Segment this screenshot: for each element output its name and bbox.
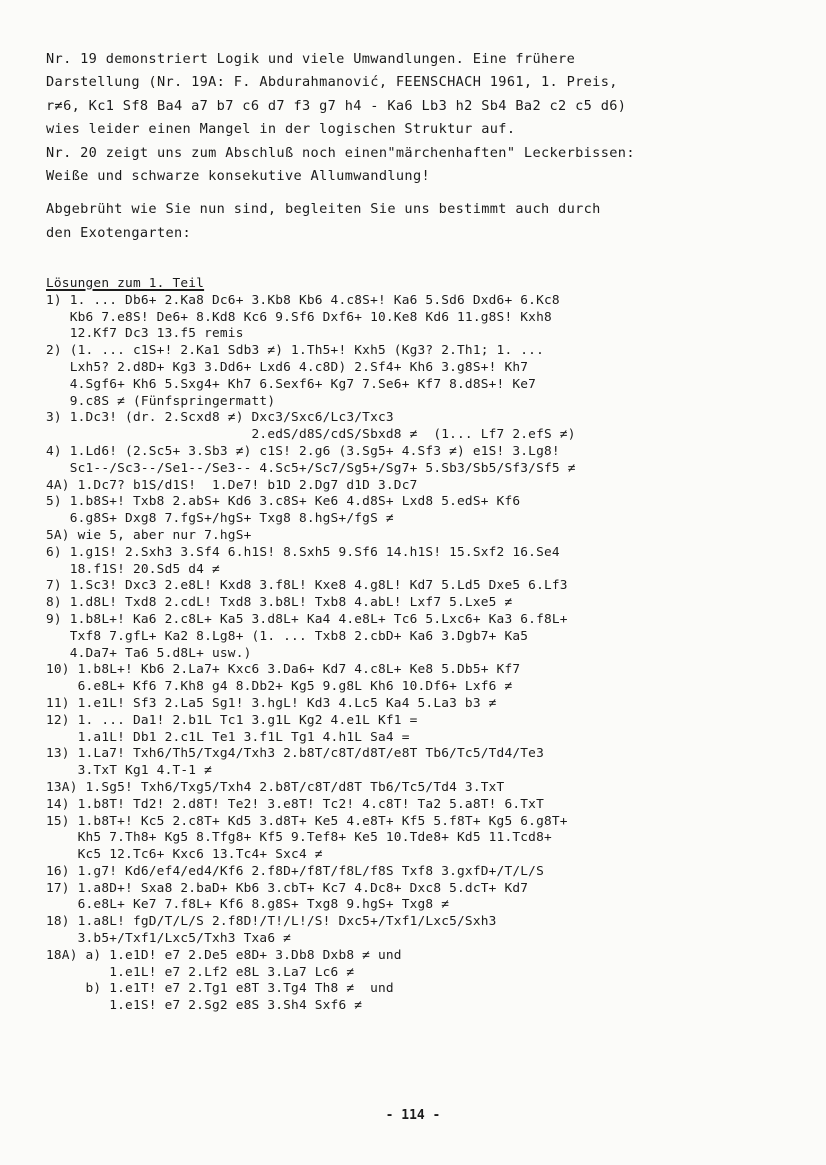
solutions-section [46,276,816,1015]
solution-line: 5A) wie 5, aber nur 7.hgS+ [46,527,252,543]
intro-line: Nr. 20 zeigt uns zum Abschluß noch einen"märchenhaften" Leckerbissen: [46,144,635,161]
intro-line: wies leider einen Mangel in der logischen Struktur auf. [46,121,516,138]
solution-line: 9) 1.b8L+! Ka6 2.c8L+ Ka5 3.d8L+ Ka4 4.e8L+ Tc6 5.Lxc6+ Ka3 6.f8L+ [46,611,568,627]
solution-line: 4.Da7+ Ta6 5.d8L+ usw.) [46,645,252,661]
solution-line: 13A) 1.Sg5! Txh6/Txg5/Txh4 2.b8T/c8T/d8T Tb6/Tc5/Td4 3.TxT [46,779,505,795]
intro-line: Abgebrüht wie Sie nun sind, begleiten Sie uns bestimmt auch durch [46,201,601,218]
solution-line: 6.e8L+ Ke7 7.f8L+ Kf6 8.g8S+ Txg8 9.hgS+ Txg8 ≠ [46,897,450,913]
solution-line: 1) 1. ... Db6+ 2.Ka8 Dc6+ 3.Kb8 Kb6 4.c8S+! Ka6 5.Sd6 Dxd6+ 6.Kc8 [46,292,560,308]
solution-line: 2.edS/d8S/cdS/Sbxd8 ≠ (1... Lf7 2.efS ≠) [46,427,576,443]
solution-line: 7) 1.Sc3! Dxc3 2.e8L! Kxd8 3.f8L! Kxe8 4.g8L! Kd7 5.Ld5 Dxe5 6.Lf3 [46,578,568,594]
solution-line: 17) 1.a8D+! Sxa8 2.baD+ Kb6 3.cbT+ Kc7 4.Dc8+ Dxc8 5.dcT+ Kd7 [46,880,529,896]
intro-line: Weiße und schwarze konsekutive Allumwandlung! [46,168,431,185]
solution-line: 18.f1S! 20.Sd5 d4 ≠ [46,561,220,577]
solution-line: Lxh5? 2.d8D+ Kg3 3.Dd6+ Lxd6 4.c8D) 2.Sf4+ Kh6 3.g8S+! Kh7 [46,359,529,375]
solution-line: Kc5 12.Tc6+ Kxc6 13.Tc4+ Sxc4 ≠ [46,847,323,863]
solution-line: 18) 1.a8L! fgD/T/L/S 2.f8D!/T!/L!/S! Dxc5+/Txf1/Lxc5/Sxh3 [46,914,497,930]
solution-line: 9.c8S ≠ (Fünfspringermatt) [46,393,276,409]
solution-line: Kh5 7.Th8+ Kg5 8.Tfg8+ Kf5 9.Tef8+ Ke5 10.Tde8+ Kd5 11.Tcd8+ [46,830,552,846]
solutions-heading: Lösungen zum 1. Teil [46,276,205,291]
solution-line: 2) (1. ... c1S+! 2.Ka1 Sdb3 ≠) 1.Th5+! Kxh5 (Kg3? 2.Th1; 1. ... [46,343,544,359]
solution-line: 1.e1S! e7 2.Sg2 e8S 3.Sh4 Sxf6 ≠ [46,998,363,1014]
paragraph-gap [46,188,806,198]
solution-line: 13) 1.La7! Txh6/Th5/Txg4/Txh3 2.b8T/c8T/d8T/e8T Tb6/Tc5/Td4/Te3 [46,746,544,762]
intro-line: den Exotengarten: [46,224,192,241]
solution-line: 16) 1.g7! Kd6/ef4/ed4/Kf6 2.f8D+/f8T/f8L/f8S Txf8 3.gxfD+/T/L/S [46,863,544,879]
intro-section [46,48,806,245]
solution-line: 6.g8S+ Dxg8 7.fgS+/hgS+ Txg8 8.hgS+/fgS ≠ [46,511,394,527]
solution-line: 3) 1.Dc3! (dr. 2.Scxd8 ≠) Dxc3/Sxc6/Lc3/Txc3 [46,410,394,426]
intro-line: Darstellung (Nr. 19A: F. Abdurahmanović, FEENSCHACH 1961, 1. Preis, [46,74,618,91]
solution-line: 6.e8L+ Kf6 7.Kh8 g4 8.Db2+ Kg5 9.g8L Kh6 10.Df6+ Lxf6 ≠ [46,679,513,695]
solution-line: 6) 1.g1S! 2.Sxh3 3.Sf4 6.h1S! 8.Sxh5 9.Sf6 14.h1S! 15.Sxf2 16.Se4 [46,544,560,560]
solution-line: 12) 1. ... Da1! 2.b1L Tc1 3.g1L Kg2 4.e1L Kf1 = [46,712,418,728]
solution-line: 4.Sgf6+ Kh6 5.Sxg4+ Kh7 6.Sexf6+ Kg7 7.Se6+ Kf7 8.d8S+! Ke7 [46,376,537,392]
solution-line: 14) 1.b8T! Td2! 2.d8T! Te2! 3.e8T! Tc2! 4.c8T! Ta2 5.a8T! 6.TxT [46,796,544,812]
solution-line: 18A) a) 1.e1D! e7 2.De5 e8D+ 3.Db8 Dxb8 ≠ und [46,947,402,963]
solution-line: 1.a1L! Db1 2.c1L Te1 3.f1L Tg1 4.h1L Sa4 = [46,729,410,745]
solution-line: 4) 1.Ld6! (2.Sc5+ 3.Sb3 ≠) c1S! 2.g6 (3.Sg5+ 4.Sf3 ≠) e1S! 3.Lg8! [46,443,560,459]
page-number: - 114 - [385,1108,441,1123]
solution-line: b) 1.e1T! e7 2.Tg1 e8T 3.Tg4 Th8 ≠ und [46,981,394,997]
solution-line: 12.Kf7 Dc3 13.f5 remis [46,326,244,342]
solution-line: 1.e1L! e7 2.Lf2 e8L 3.La7 Lc6 ≠ [46,964,355,980]
solution-line: 15) 1.b8T+! Kc5 2.c8T+ Kd5 3.d8T+ Ke5 4.e8T+ Kf5 5.f8T+ Kg5 6.g8T+ [46,813,568,829]
solution-line: 3.b5+/Txf1/Lxc5/Txh3 Txa6 ≠ [46,931,292,947]
intro-line: Nr. 19 demonstriert Logik und viele Umwandlungen. Eine frühere [46,51,576,67]
solution-line: Txf8 7.gfL+ Ka2 8.Lg8+ (1. ... Txb8 2.cbD+ Ka6 3.Dgb7+ Ka5 [46,628,529,644]
solution-line: 4A) 1.Dc7? b1S/d1S! 1.De7! b1D 2.Dg7 d1D 3.Dc7 [46,477,418,493]
solution-line: 10) 1.b8L+! Kb6 2.La7+ Kxc6 3.Da6+ Kd7 4.c8L+ Ke8 5.Db5+ Kf7 [46,662,521,678]
intro-line: r≠6, Kc1 Sf8 Ba4 a7 b7 c6 d7 f3 g7 h4 - Ka6 Lb3 h2 Sb4 Ba2 c2 c5 d6) [46,97,627,114]
solution-line: Kb6 7.e8S! De6+ 8.Kd8 Kc6 9.Sf6 Dxf6+ 10.Ke8 Kd6 11.g8S! Kxh8 [46,309,552,325]
solution-line: 5) 1.b8S+! Txb8 2.abS+ Kd6 3.c8S+ Ke6 4.d8S+ Lxd8 5.edS+ Kf6 [46,494,521,510]
solution-line: 11) 1.e1L! Sf3 2.La5 Sg1! 3.hgL! Kd3 4.Lc5 Ka4 5.La3 b3 ≠ [46,695,497,711]
solution-line: Sc1--/Sc3--/Se1--/Se3-- 4.Sc5+/Sc7/Sg5+/Sg7+ 5.Sb3/Sb5/Sf3/Sf5 ≠ [46,460,576,476]
solution-line: 8) 1.d8L! Txd8 2.cdL! Txd8 3.b8L! Txb8 4.abL! Lxf7 5.Lxe5 ≠ [46,595,513,611]
solution-line: 3.TxT Kg1 4.T-1 ≠ [46,763,212,779]
